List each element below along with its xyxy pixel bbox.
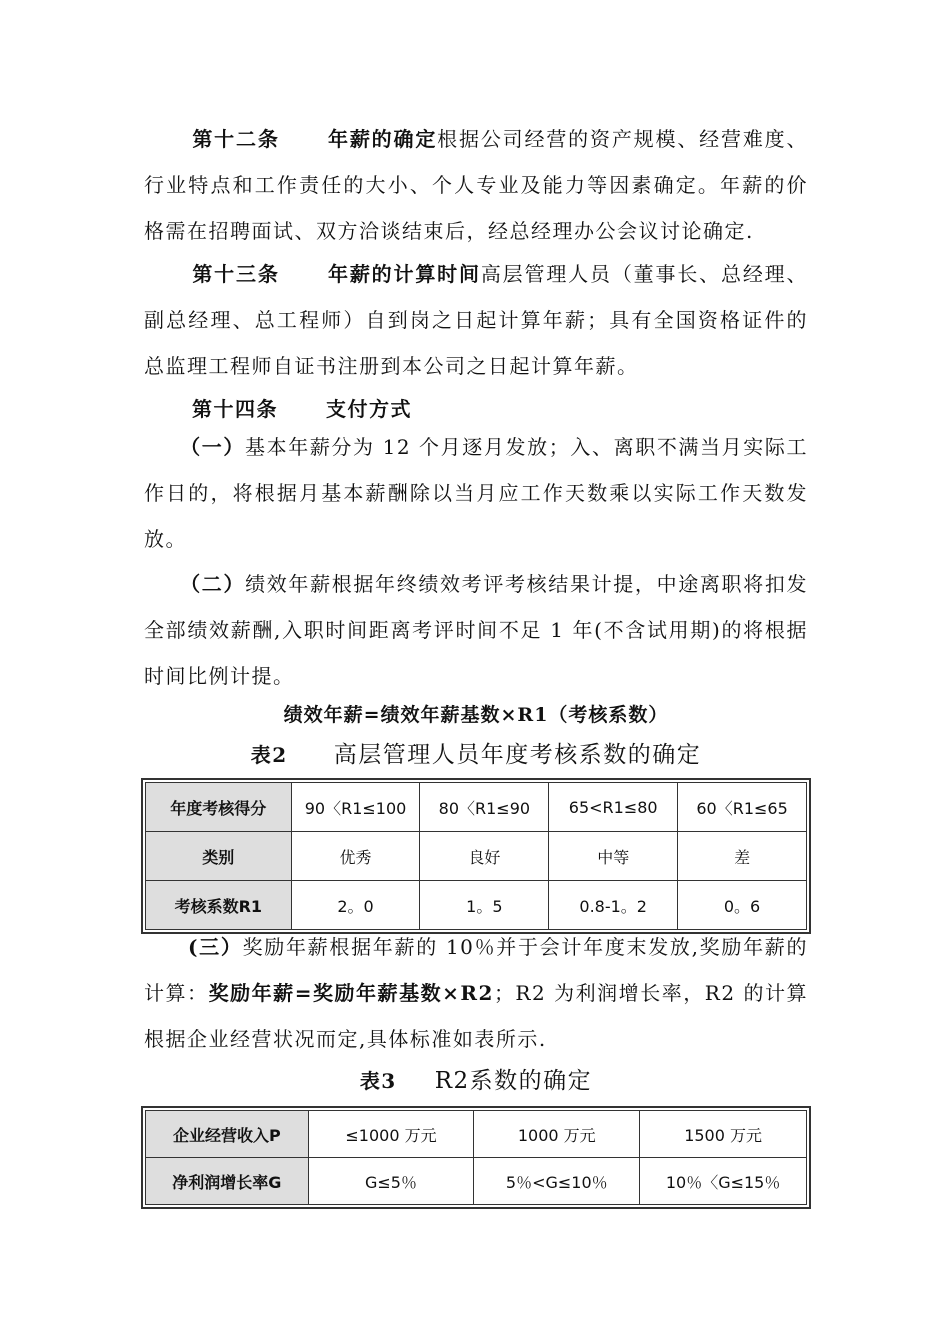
article-12-body: 根据公司经营的资产规模、经营难度、行业特点和工作责任的大小、个人专业及能力等因素确定。年薪的价格需在招聘面试、双方洽谈结束后，经总经理办公会议讨论确定. xyxy=(144,127,809,243)
article-13 xyxy=(144,251,808,389)
table-3-title: R2系数的确定 xyxy=(434,1068,593,1094)
table-cell: 优秀 xyxy=(291,832,420,881)
table-cell: 60〈R1≤65 xyxy=(678,783,807,832)
reward-formula: 奖励年薪=奖励年薪基数×R2 xyxy=(208,981,494,1005)
item-3-label: (三） xyxy=(188,935,243,959)
table-2 xyxy=(145,782,807,930)
article-12 xyxy=(144,116,808,254)
table-cell: 10％〈G≤15％ xyxy=(640,1158,807,1205)
article-13-body: 高层管理人员（董事长、总经理、副总经理、总工程师）自到岗之日起计算年薪；具有全国资格证件的总监理工程师自证书注册到本公司之日起计算年薪。 xyxy=(144,262,809,378)
table-cell: 净利润增长率G xyxy=(146,1158,309,1205)
table-row xyxy=(146,1158,807,1205)
article-12-title: 第十二条 xyxy=(192,127,280,151)
table-3-number: 表3 xyxy=(359,1069,397,1093)
item-1-body: 基本年薪分为 12 个月逐月发放；入、离职不满当月实际工作日的，将根据月基本薪酬除以当月应工作天数乘以实际工作天数发放。 xyxy=(144,435,809,551)
item-3-body-a: 奖励年薪根据年薪的 10％并于会计年度末发放,奖励年薪的计算： xyxy=(144,935,808,1005)
table-row xyxy=(146,881,807,930)
item-2-label: （二） xyxy=(180,572,246,596)
article-14-topic: 支付方式 xyxy=(326,397,412,421)
table-cell: ≤1000 万元 xyxy=(308,1111,474,1158)
table-cell: 考核系数R1 xyxy=(146,881,292,930)
item-1 xyxy=(144,424,808,562)
table-cell: 年度考核得分 xyxy=(146,783,292,832)
table-cell: 5％<G≤10％ xyxy=(474,1158,640,1205)
table-cell: 0.8-1。2 xyxy=(549,881,678,930)
table-2-caption xyxy=(144,736,808,769)
item-3 xyxy=(144,924,808,1062)
table-cell: 差 xyxy=(678,832,807,881)
table-cell: 1。5 xyxy=(420,881,549,930)
table-cell: 65<R1≤80 xyxy=(549,783,678,832)
item-2-body: 绩效年薪根据年终绩效考评考核结果计提，中途离职将扣发全部绩效薪酬,入职时间距离考评时间不足 1 年(不含试用期)的将根据时间比例计提。 xyxy=(144,572,809,688)
table-cell: 企业经营收入P xyxy=(146,1111,309,1158)
table-cell: 类别 xyxy=(146,832,292,881)
item-2 xyxy=(144,561,808,699)
table-cell: G≤5％ xyxy=(308,1158,474,1205)
performance-formula: 绩效年薪=绩效年薪基数×R1（考核系数） xyxy=(283,704,669,726)
table-row xyxy=(146,783,807,832)
table-cell: 良好 xyxy=(420,832,549,881)
article-14-title: 第十四条 xyxy=(192,397,278,421)
table-cell: 2。0 xyxy=(291,881,420,930)
table-cell: 90〈R1≤100 xyxy=(291,783,420,832)
table-cell: 1000 万元 xyxy=(474,1111,640,1158)
item-1-label: （一） xyxy=(180,435,245,459)
table-cell: 0。6 xyxy=(678,881,807,930)
table-cell: 80〈R1≤90 xyxy=(420,783,549,832)
table-row xyxy=(146,1111,807,1158)
article-13-title: 第十三条 xyxy=(192,262,280,286)
table-3-caption xyxy=(144,1062,808,1095)
item-3-body-b: ；R2 为利润增长率，R2 的计算根据企业经营状况而定,具体标准如表所示. xyxy=(144,981,809,1051)
article-12-topic: 年薪的确定 xyxy=(327,127,438,151)
table-cell: 1500 万元 xyxy=(640,1111,807,1158)
table-row xyxy=(146,832,807,881)
table-3 xyxy=(145,1110,807,1205)
table-2-number: 表2 xyxy=(250,743,288,767)
article-13-topic: 年薪的计算时间 xyxy=(327,262,481,286)
table-cell: 中等 xyxy=(549,832,678,881)
table-2-title: 高层管理人员年度考核系数的确定 xyxy=(333,742,702,768)
